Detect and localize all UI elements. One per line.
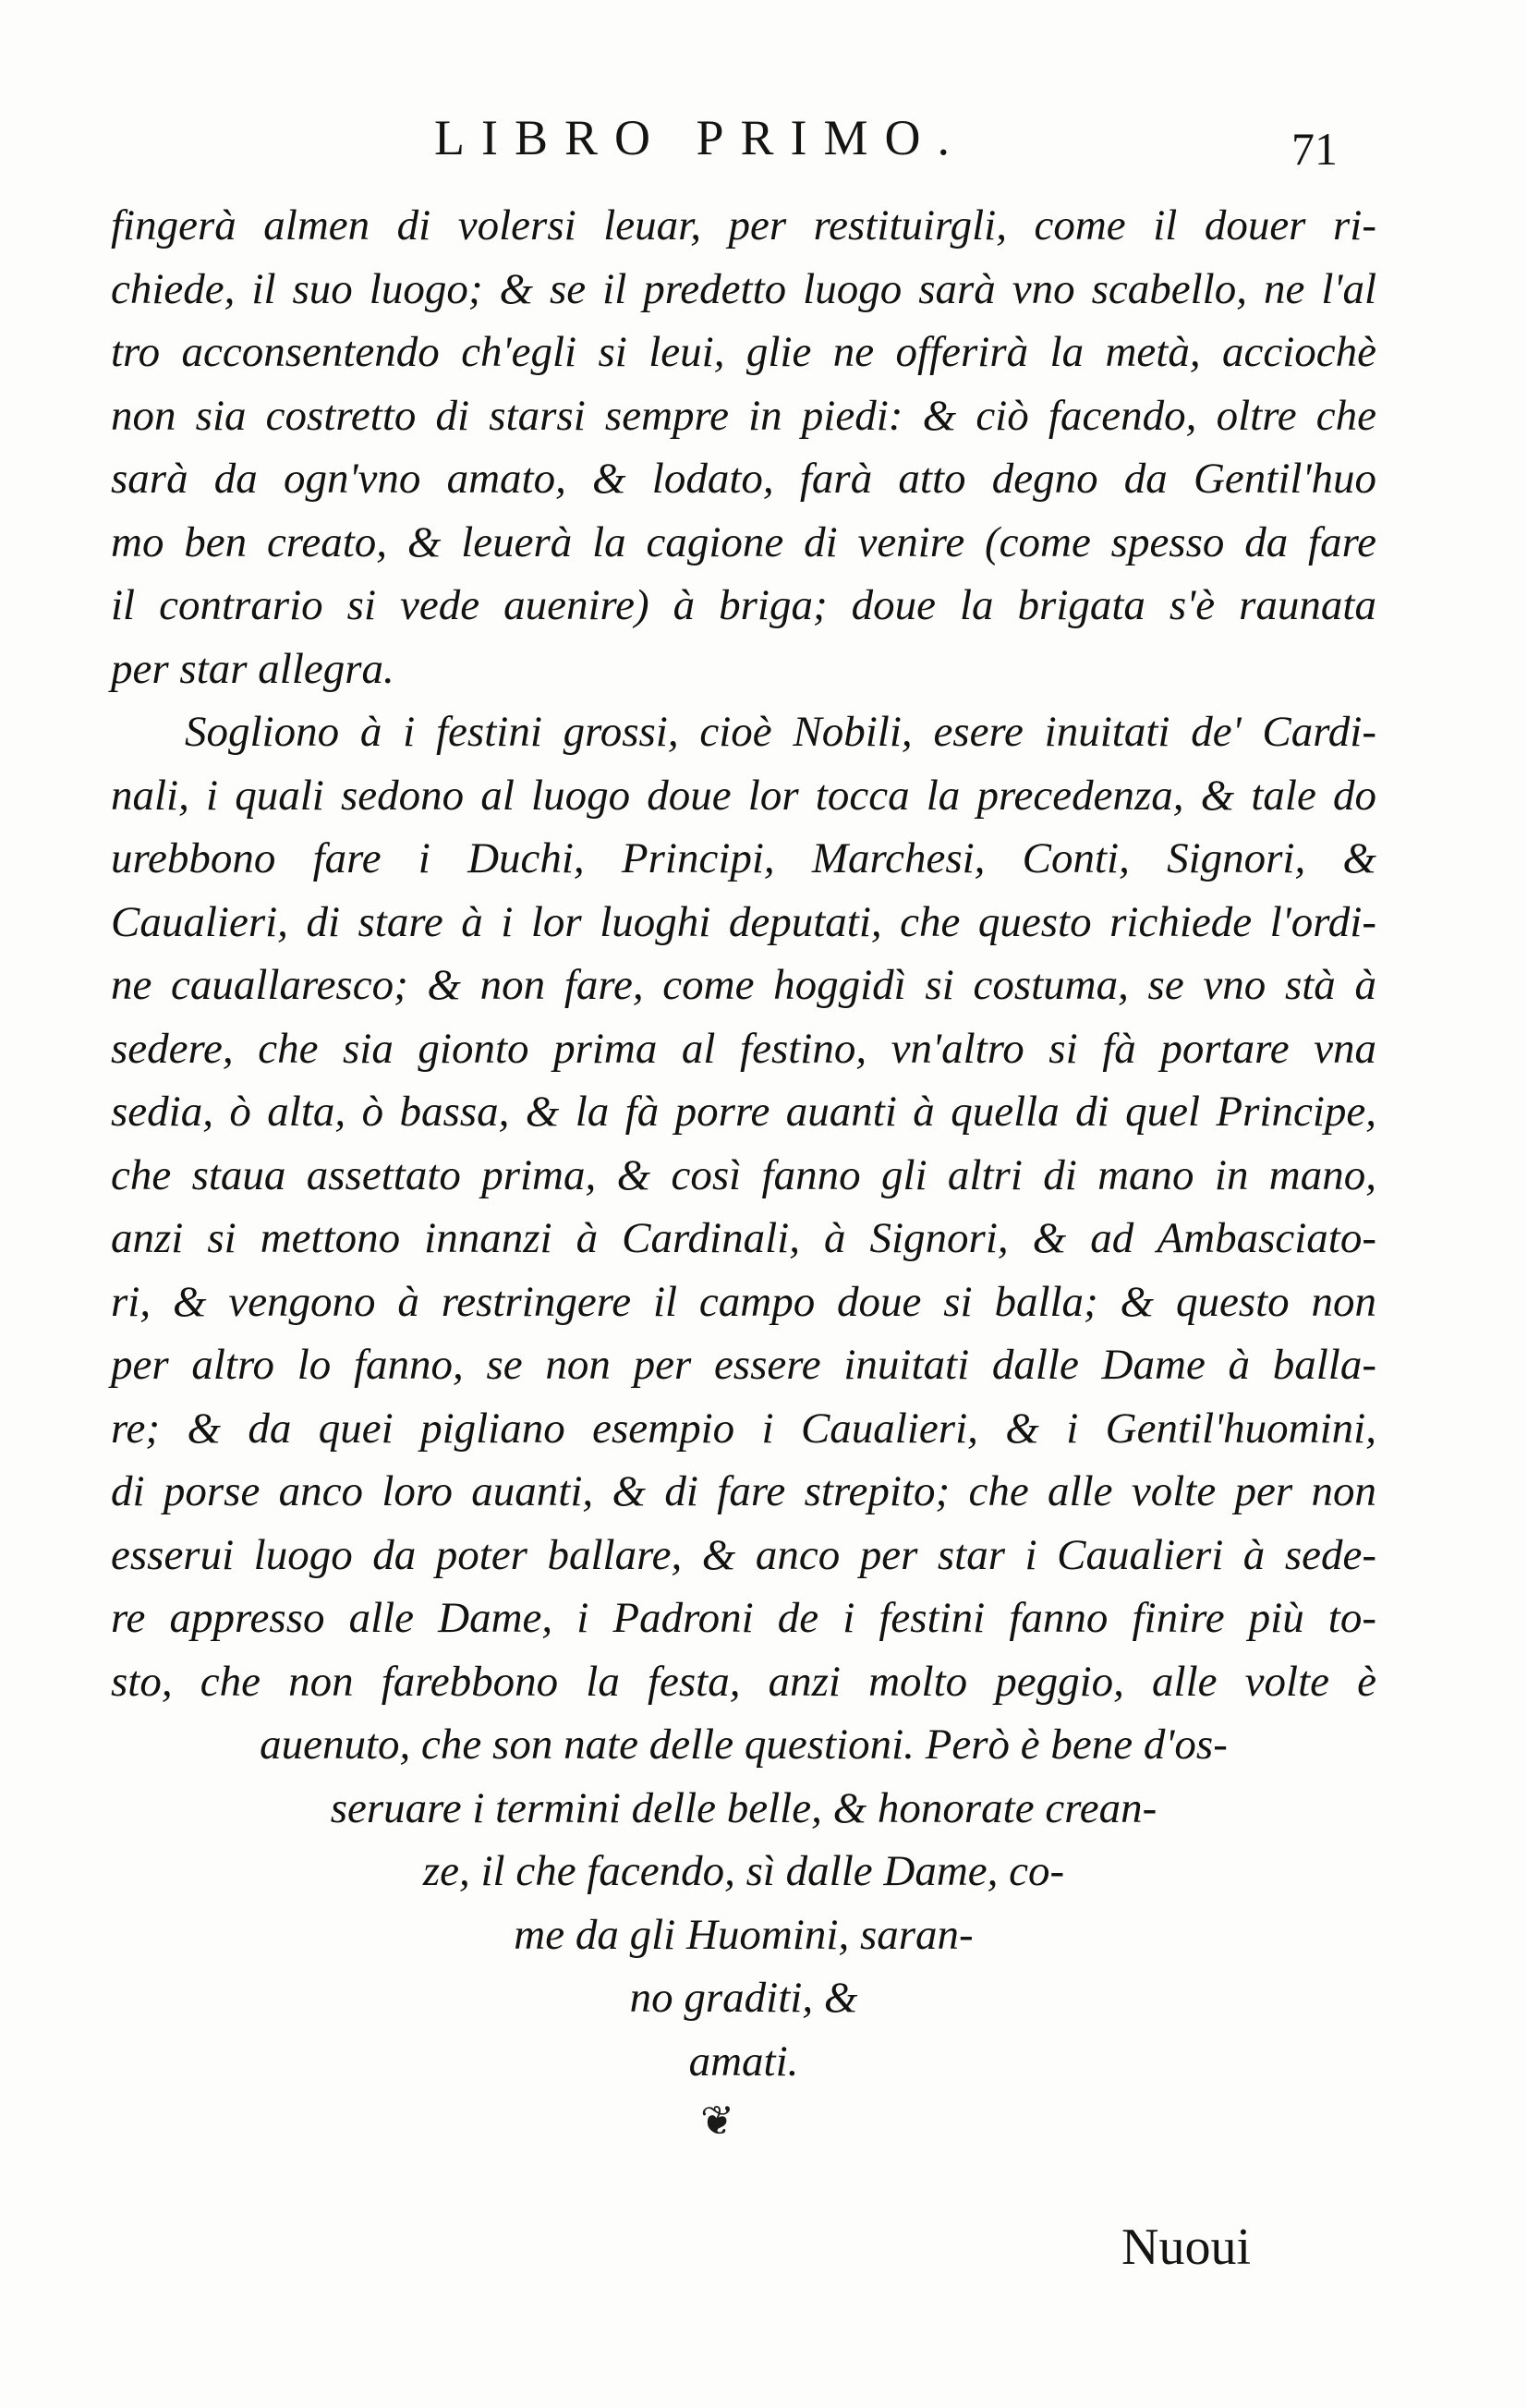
text-line: re appresso alle Dame, i Padroni de i festini fanno finire più to- (111, 1594, 1376, 1642)
text-line: urebbono fare i Duchi, Principi, Marchesi, Conti, Signori, & (111, 834, 1376, 882)
text-line: esserui luogo da poter ballare, & anco per star i Caualieri à sede- (111, 1530, 1376, 1579)
text-line: il contrario si vede auenire) à briga; doue la brigata s'è raunata (111, 581, 1376, 629)
text-line: ze, il che facendo, sì dalle Dame, co- (422, 1847, 1065, 1895)
text-line: fingerà almen di volersi leuar, per restituirgli, come il douer ri- (111, 201, 1376, 249)
text-line: anzi si mettono innanzi à Cardinali, à Signori, & ad Ambasciato- (111, 1214, 1376, 1262)
page-number: 71 (1291, 123, 1338, 175)
text-line: sto, che non farebbono la festa, anzi molto peggio, alle volte è (111, 1657, 1376, 1706)
text-line: per altro lo fanno, se non per essere inuitati dalle Dame à balla- (111, 1341, 1376, 1389)
text-line: auenuto, che son nate delle questioni. Però è bene d'os- (260, 1721, 1228, 1769)
text-line: Sogliono à i festini grossi, cioè Nobili, esere inuitati de' Cardi- (185, 708, 1376, 756)
text-line: sarà da ogn'vno amato, & lodato, farà atto degno da Gentil'huo (111, 455, 1376, 503)
text-line: Caualieri, di stare à i lor luoghi deputati, che questo richiede l'ordi- (111, 897, 1376, 946)
body-text (111, 194, 1376, 2093)
text-line: non sia costretto di starsi sempre in piedi: & ciò facendo, oltre che (111, 391, 1376, 440)
text-line: per star allegra. (111, 644, 394, 693)
text-line: di porse anco loro auanti, & di fare strepito; che alle volte per non (111, 1467, 1376, 1515)
page-header (0, 109, 1527, 192)
text-line: re; & da quei pigliano esempio i Caualieri, & i Gentil'huomini, (111, 1404, 1376, 1453)
catchword: Nuoui (1121, 2219, 1251, 2276)
text-line: amati. (688, 2037, 799, 2086)
text-line: che staua assettato prima, & così fanno gli altri di mano in mano, (111, 1150, 1376, 1199)
text-line: chiede, il suo luogo; & se il predetto luogo sarà vno scabello, ne l'al (111, 264, 1376, 313)
running-title: LIBRO PRIMO. (434, 110, 967, 165)
text-line: nali, i quali sedono al luogo doue lor tocca la precedenza, & tale do (111, 771, 1376, 820)
text-line: seruare i termini delle belle, & honorate crean- (330, 1783, 1157, 1832)
text-line: mo ben creato, & leuerà la cagione di venire (come spesso da fare (111, 517, 1376, 566)
text-line: sedere, che sia gionto prima al festino, vn'altro si fà portare vna (111, 1024, 1376, 1073)
text-line: me da gli Huomini, saran- (514, 1910, 974, 1959)
text-line: tro acconsentendo ch'egli si leui, glie ne offerirà la metà, acciochè (111, 328, 1376, 376)
text-line: ne cauallaresco; & non fare, come hoggidì si costuma, se vno stà à (111, 961, 1376, 1009)
fleuron-ornament-icon: ❦ (700, 2098, 734, 2145)
text-line: no graditi, & (629, 1974, 858, 2022)
text-line: sedia, ò alta, ò bassa, & la fà porre auanti à quella di quel Principe, (111, 1088, 1376, 1136)
text-line: ri, & vengono à restringere il campo doue si balla; & questo non (111, 1277, 1376, 1326)
